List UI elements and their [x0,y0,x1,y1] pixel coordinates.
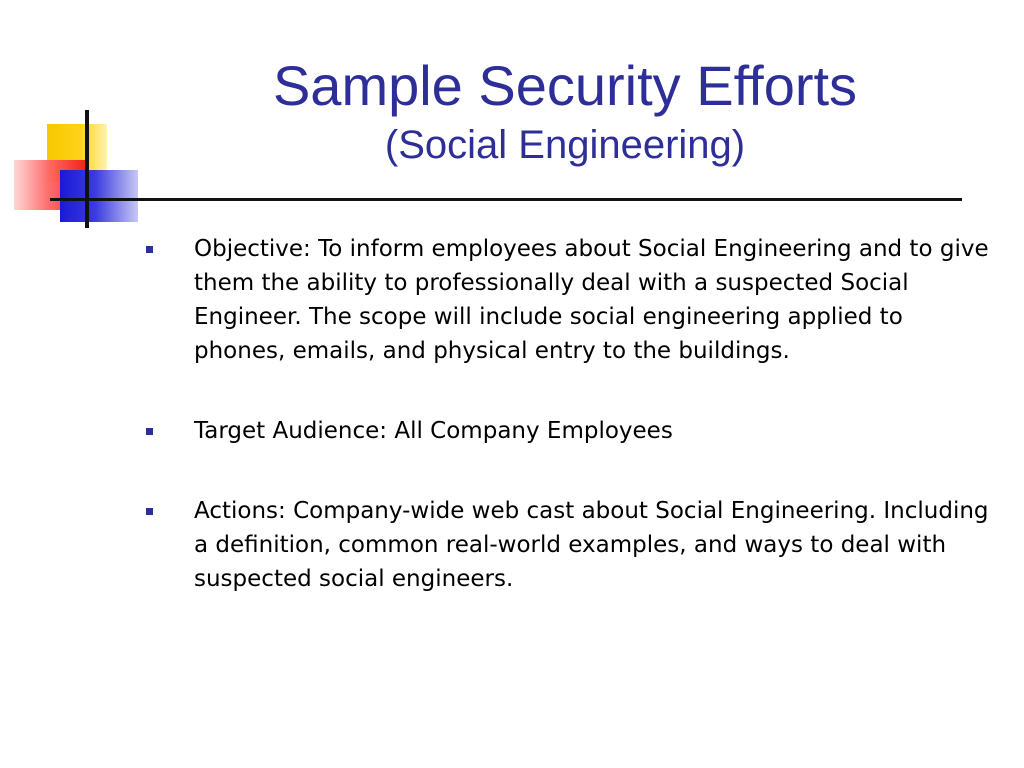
title-block [130,52,1000,170]
bullet-text: Target Audience: All Company Employees [194,418,673,444]
bullet-item-target-audience [140,414,1000,448]
slide-subtitle: (Social Engineering) [384,123,746,167]
decorative-vertical-line [85,110,89,228]
bullet-square-icon [146,508,153,515]
bullet-square-icon [146,246,153,253]
bullet-item-objective [140,232,1000,368]
slide-title: Sample Security Efforts [272,54,858,117]
bullet-square-icon [146,428,153,435]
bullet-text: Objective: To inform employees about Social Engineering and to give them the ability to professionally deal with a suspected Social Engineer. The scope will include social engineering applied to phones, emails, and physical entry to the buildings. [194,236,989,364]
decorative-blue-square [60,170,138,222]
bullet-list [140,232,1000,642]
title-divider [50,198,962,201]
bullet-item-actions [140,494,1000,596]
bullet-text: Actions: Company-wide web cast about Social Engineering. Including a definition, common real-world examples, and ways to deal with suspected social engineers. [194,498,989,592]
